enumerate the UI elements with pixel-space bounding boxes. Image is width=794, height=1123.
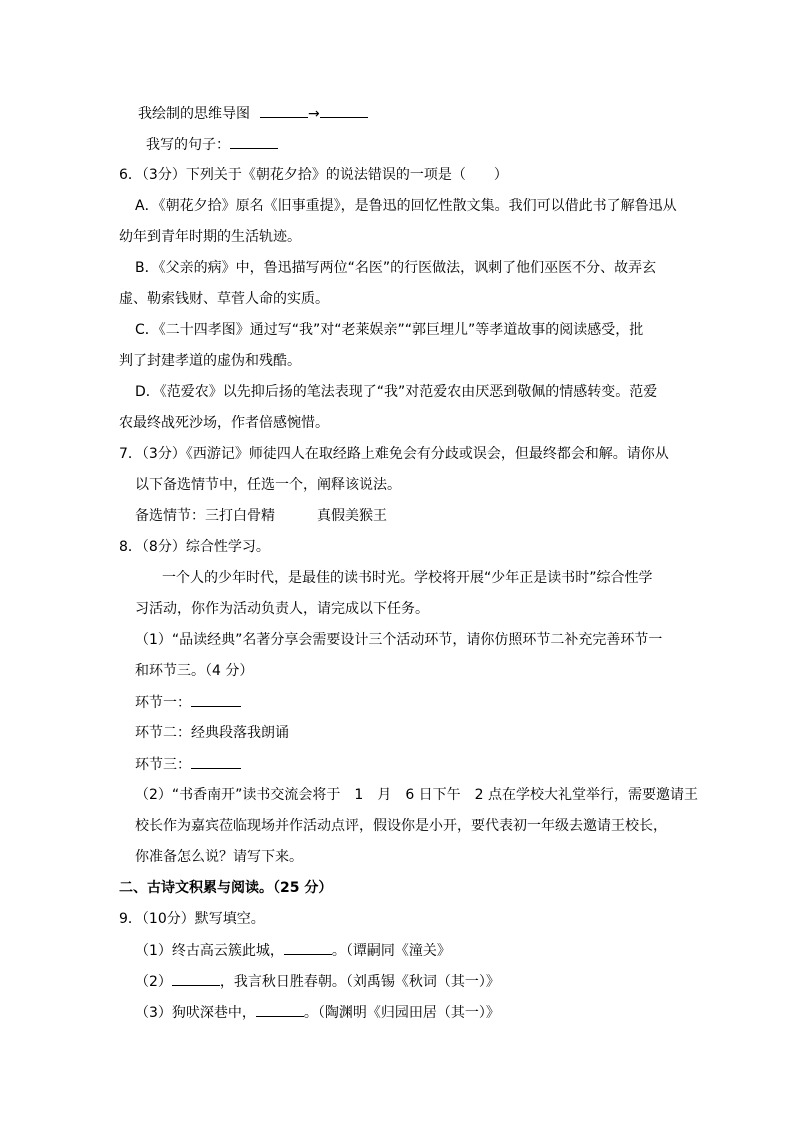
option-a-line2: 幼年到青年时期的生活轨迹。 [119, 229, 301, 245]
option-d-line1: D．《范爱农》以先抑后扬的笔法表现了“我”对范爱农由厌恶到敬佩的情感转变。范爱 [135, 384, 658, 400]
answer-blank [284, 940, 332, 955]
question-7-stem-line1: 7．（3分）《西游记》师徒四人在取经路上难免会有分歧或误会，但最终都会和解。请你从 [119, 446, 669, 462]
option-a-line1: A．《朝花夕拾》原名《旧事重提》，是鲁迅的回忆性散文集。我们可以借此书了解鲁迅从 [135, 198, 677, 214]
question-8-stem: 8．（8分）综合性学习。 [119, 539, 270, 555]
answer-blank [230, 134, 278, 149]
option-c-line1: C．《二十四孝图》通过写“我”对“老莱娱亲”“郭巨埋儿”等孝道故事的阅读感受，批 [135, 322, 644, 338]
item-2-prefix: （2） [135, 974, 172, 990]
answer-blank [260, 103, 308, 118]
step-2-line: 环节二：经典段落我朗诵 [135, 725, 289, 741]
question-8-part1-line1: （1）“品读经典”名著分享会需要设计三个活动环节，请你仿照环节二补充完善环节一 [135, 632, 663, 648]
step-1-line [135, 692, 241, 713]
answer-blank [191, 754, 241, 769]
question-6-stem: 6．（3分）下列关于《朝花夕拾》的说法错误的一项是（ ） [119, 167, 508, 183]
option-d-line2: 农最终战死沙场，作者倍感惋惜。 [119, 415, 329, 431]
mindmap-label: 我绘制的思维导图 [138, 106, 250, 122]
item-2-suffix: ，我言秋日胜春朝。（刘禹锡《秋词（其一）》 [219, 974, 500, 990]
question-9-item-2 [135, 971, 500, 992]
option-b-line2: 虚、勒索钱财、草菅人命的实质。 [119, 291, 329, 307]
question-8-part2-line1: （2）“书香南开”读书交流会将于 1 月 6 日下午 2 点在学校大礼堂举行，需要邀请王 [135, 787, 699, 803]
my-sentence-line [146, 134, 278, 155]
answer-blank [320, 103, 368, 118]
item-1-suffix: 。（谭嗣同《潼关》 [331, 943, 451, 959]
question-8-part2-line3: 你准备怎么说？请写下来。 [135, 849, 303, 865]
question-9-stem: 9．（10分）默写填空。 [119, 911, 265, 927]
question-7-options: 备选情节：三打白骨精 真假美猴王 [135, 508, 387, 524]
step-1-label: 环节一： [135, 695, 191, 711]
arrow-icon: → [308, 106, 320, 122]
option-b-line1: B．《父亲的病》中，鲁迅描写两位“名医”的行医做法，讽刺了他们巫医不分、故弄玄 [135, 260, 657, 276]
answer-blank [256, 1002, 304, 1017]
answer-blank [191, 692, 241, 707]
question-9-item-1 [135, 940, 451, 961]
mindmap-line [138, 103, 368, 124]
question-8-intro-line2: 习活动，你作为活动负责人，请完成以下任务。 [135, 601, 429, 617]
answer-blank [172, 971, 220, 986]
question-8-part1-line2: 和环节三。（4 分） [135, 663, 254, 679]
question-7-stem-line2: 以下备选情节中，任选一个，阐释该说法。 [135, 477, 401, 493]
option-c-line2: 判了封建孝道的虚伪和残酷。 [119, 353, 301, 369]
item-3-suffix: 。（陶渊明《归园田居（其一）》 [303, 1005, 500, 1021]
section-2-heading: 二、古诗文积累与阅读。（25 分） [119, 880, 333, 896]
item-1-prefix: （1）终古高云簇此城， [135, 943, 284, 959]
question-9-item-3 [135, 1002, 500, 1023]
step-3-label: 环节三： [135, 757, 191, 773]
step-3-line [135, 754, 241, 775]
my-sentence-label: 我写的句子： [146, 137, 230, 153]
question-8-intro-line1: 一个人的少年时代，是最佳的读书时光。学校将开展“少年正是读书时”综合性学 [162, 570, 653, 586]
question-8-part2-line2: 校长作为嘉宾莅临现场并作活动点评，假设你是小开，要代表初一年级去邀请王校长， [135, 818, 667, 834]
item-3-prefix: （3）狗吠深巷中， [135, 1005, 256, 1021]
